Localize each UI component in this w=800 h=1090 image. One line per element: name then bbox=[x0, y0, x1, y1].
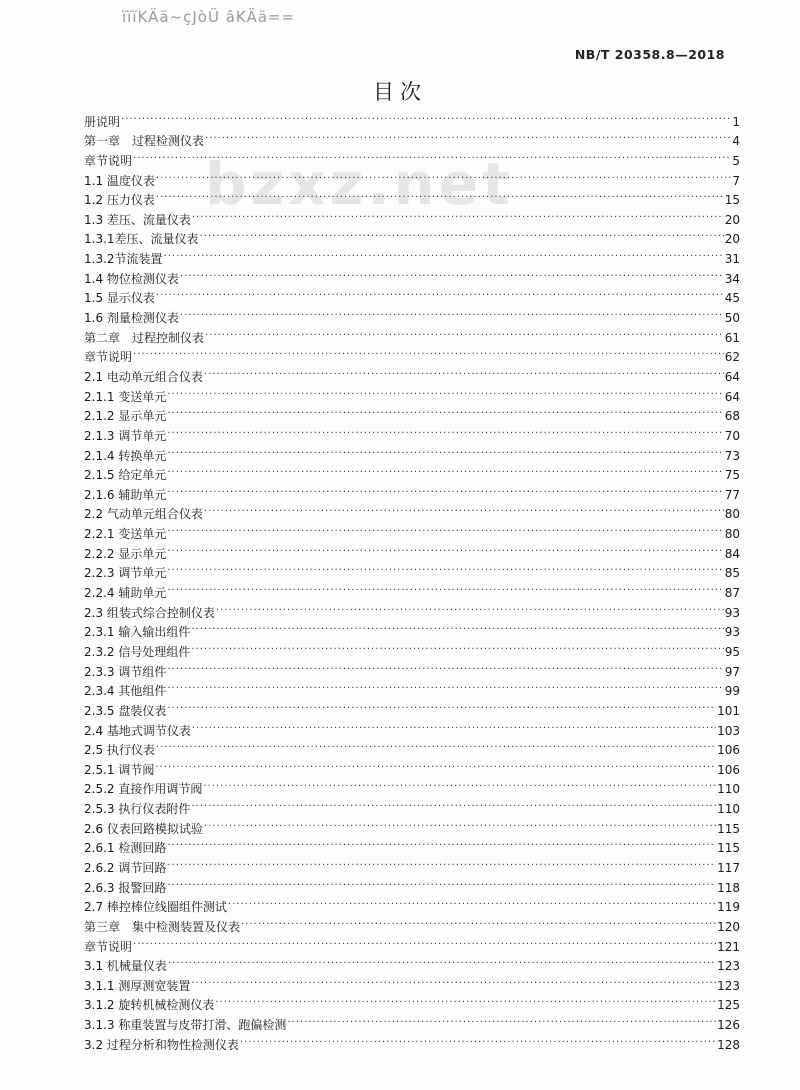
toc-entry[interactable] bbox=[84, 914, 740, 934]
toc-entry-page: 128 bbox=[717, 1037, 740, 1052]
toc-entry-title: 2.7 棒控棒位线圈组件测试 bbox=[84, 900, 227, 915]
toc-leader-dots bbox=[156, 172, 731, 186]
toc-leader-dots bbox=[200, 230, 724, 244]
toc-leader-dots bbox=[121, 113, 731, 127]
toc-leader-dots bbox=[167, 407, 723, 421]
document-code: NB/T 20358.8—2018 bbox=[574, 47, 725, 62]
toc-leader-dots bbox=[216, 604, 724, 618]
toc-entry[interactable] bbox=[84, 855, 740, 875]
toc-entry-page: 93 bbox=[724, 625, 740, 640]
toc-entry-title: 3.1.2 旋转机械检测仪表 bbox=[84, 998, 215, 1013]
toc-entry[interactable] bbox=[84, 188, 740, 208]
toc-leader-dots bbox=[167, 564, 723, 578]
toc-entry-page: 121 bbox=[717, 939, 740, 954]
toc-entry-page: 110 bbox=[717, 782, 740, 797]
toc-entry-title: 1.2 压力仪表 bbox=[84, 193, 155, 208]
toc-entry-title: 1.4 物位检测仪表 bbox=[84, 271, 179, 286]
toc-entry-title: 2.6.3 报警回路 bbox=[84, 880, 167, 895]
toc-entry-title: 2.5.1 调节阀 bbox=[84, 762, 155, 777]
toc-entry[interactable] bbox=[84, 718, 740, 738]
toc-leader-dots bbox=[191, 800, 716, 814]
toc-leader-dots bbox=[167, 388, 723, 402]
toc-entry-title: 2.1.5 给定单元 bbox=[84, 468, 167, 483]
toc-entry-title: 3.1.1 测厚测宽装置 bbox=[84, 978, 191, 993]
toc-leader-dots bbox=[191, 643, 723, 657]
toc-entry[interactable] bbox=[84, 993, 740, 1013]
toc-entry-page: 123 bbox=[717, 978, 740, 993]
toc-leader-dots bbox=[167, 525, 723, 539]
toc-entry-title: 2.1.3 调节单元 bbox=[84, 428, 167, 443]
toc-entry-title: 2.1.2 显示单元 bbox=[84, 409, 167, 424]
toc-entry[interactable] bbox=[84, 580, 740, 600]
toc-entry-title: 2.2.3 调节单元 bbox=[84, 566, 167, 581]
toc-entry[interactable] bbox=[84, 364, 740, 384]
toc-entry-page: 93 bbox=[724, 605, 740, 620]
toc-entry-title: 1.5 显示仪表 bbox=[84, 291, 155, 306]
toc-entry-title: 第三章 集中检测装置及仪表 bbox=[84, 919, 241, 934]
toc-entry-page: 77 bbox=[724, 487, 740, 502]
toc-leader-dots bbox=[167, 682, 723, 696]
toc-entry[interactable] bbox=[84, 463, 740, 483]
toc-entry-title: 2.3.2 信号处理组件 bbox=[84, 644, 191, 659]
toc-leader-dots bbox=[167, 702, 716, 716]
toc-leader-dots bbox=[168, 957, 716, 971]
toc-entry-page: 50 bbox=[724, 311, 740, 326]
toc-entry[interactable] bbox=[84, 148, 740, 168]
toc-entry-title: 册说明 bbox=[84, 114, 121, 129]
toc-entry-page: 64 bbox=[724, 369, 740, 384]
toc-entry[interactable] bbox=[84, 502, 740, 522]
toc-entry-page: 31 bbox=[724, 252, 740, 267]
toc-entry[interactable] bbox=[84, 1012, 740, 1032]
toc-leader-dots bbox=[180, 270, 724, 284]
toc-entry-title: 第二章 过程控制仪表 bbox=[84, 330, 205, 345]
toc-entry-page: 125 bbox=[717, 998, 740, 1013]
toc-leader-dots bbox=[167, 859, 716, 873]
toc-entry-page: 70 bbox=[724, 428, 740, 443]
toc-entry-title: 2.5.2 直接作用调节阀 bbox=[84, 782, 203, 797]
toc-entry[interactable] bbox=[84, 129, 740, 149]
toc-entry-title: 1.3 差压、流量仪表 bbox=[84, 212, 191, 227]
toc-entry[interactable] bbox=[84, 384, 740, 404]
toc-entry-title: 2.2.4 辅助单元 bbox=[84, 586, 167, 601]
toc-entry-page: 61 bbox=[724, 330, 740, 345]
toc-leader-dots bbox=[191, 977, 716, 991]
toc-leader-dots bbox=[167, 486, 723, 500]
toc-leader-dots bbox=[191, 623, 723, 637]
toc-entry-title: 2.3.5 盘装仪表 bbox=[84, 703, 167, 718]
watermark: bzxz.net bbox=[205, 150, 514, 218]
toc-leader-dots bbox=[133, 348, 724, 362]
toc-entry-title: 1.3.1差压、流量仪表 bbox=[84, 232, 199, 247]
toc-entry[interactable] bbox=[84, 836, 740, 856]
page-title: 目次 bbox=[373, 80, 427, 104]
toc-entry-title: 2.3.1 输入输出组件 bbox=[84, 625, 191, 640]
toc-entry[interactable] bbox=[84, 973, 740, 993]
toc-leader-dots bbox=[241, 918, 716, 932]
toc-entry[interactable] bbox=[84, 246, 740, 266]
toc-entry-title: 3.2 过程分析和物性检测仪表 bbox=[84, 1037, 239, 1052]
toc-leader-dots bbox=[215, 996, 716, 1010]
toc-entry[interactable] bbox=[84, 404, 740, 424]
toc-entry[interactable] bbox=[84, 521, 740, 541]
toc-entry[interactable] bbox=[84, 875, 740, 895]
toc-entry-page: 62 bbox=[724, 350, 740, 365]
toc-entry[interactable] bbox=[84, 796, 740, 816]
toc-leader-dots bbox=[167, 839, 716, 853]
toc-leader-dots bbox=[204, 505, 724, 519]
toc-leader-dots bbox=[164, 250, 724, 264]
toc-entry[interactable] bbox=[84, 423, 740, 443]
toc-entry[interactable] bbox=[84, 168, 740, 188]
toc-entry-page: 99 bbox=[724, 684, 740, 699]
toc-entry-page: 106 bbox=[717, 743, 740, 758]
toc-leader-dots bbox=[167, 427, 723, 441]
toc-entry-title: 章节说明 bbox=[84, 939, 133, 954]
toc-entry[interactable] bbox=[84, 679, 740, 699]
toc-entry-page: 84 bbox=[724, 546, 740, 561]
toc-entry[interactable] bbox=[84, 757, 740, 777]
toc-entry-page: 80 bbox=[724, 527, 740, 542]
toc-entry-page: 80 bbox=[724, 507, 740, 522]
toc-entry-page: 120 bbox=[717, 919, 740, 934]
toc-entry-page: 1 bbox=[732, 114, 740, 129]
toc-leader-dots bbox=[156, 289, 724, 303]
toc-entry-title: 2.6 仪表回路模拟试验 bbox=[84, 821, 203, 836]
toc-entry[interactable] bbox=[84, 482, 740, 502]
toc-entry-title: 1.6 剂量检测仪表 bbox=[84, 311, 179, 326]
toc-entry-page: 15 bbox=[724, 193, 740, 208]
toc-entry-title: 2.1.1 变送单元 bbox=[84, 389, 167, 404]
toc-leader-dots bbox=[205, 132, 731, 146]
toc-entry-title: 2.6.1 检测回路 bbox=[84, 841, 167, 856]
toc-entry[interactable] bbox=[84, 286, 740, 306]
toc-leader-dots bbox=[204, 820, 716, 834]
toc-leader-dots bbox=[192, 211, 724, 225]
toc-entry-page: 5 bbox=[732, 153, 740, 168]
toc-leader-dots bbox=[205, 329, 724, 343]
toc-entry-page: 115 bbox=[717, 821, 740, 836]
toc-entry-title: 3.1 机械量仪表 bbox=[84, 959, 167, 974]
toc-entry[interactable] bbox=[84, 561, 740, 581]
toc-leader-dots bbox=[167, 584, 723, 598]
toc-entry-title: 2.4 基地式调节仪表 bbox=[84, 723, 191, 738]
toc-entry-page: 103 bbox=[717, 723, 740, 738]
toc-leader-dots bbox=[192, 722, 716, 736]
toc-leader-dots bbox=[228, 898, 716, 912]
toc-entry[interactable] bbox=[84, 659, 740, 679]
toc-entry-page: 110 bbox=[717, 802, 740, 817]
toc-entry[interactable] bbox=[84, 345, 740, 365]
toc-entry[interactable] bbox=[84, 325, 740, 345]
toc-entry-title: 2.2.1 变送单元 bbox=[84, 527, 167, 542]
toc-entry[interactable] bbox=[84, 777, 740, 797]
toc-leader-dots bbox=[156, 741, 716, 755]
toc-entry-title: 2.1.6 辅助单元 bbox=[84, 487, 167, 502]
toc-leader-dots bbox=[180, 309, 724, 323]
toc-entry-page: 101 bbox=[717, 703, 740, 718]
toc-entry-page: 64 bbox=[724, 389, 740, 404]
toc-entry[interactable] bbox=[84, 738, 740, 758]
scan-header-artifact: ïïïKÄä~çJòÜ âKÄä== bbox=[122, 8, 296, 26]
toc-entry-title: 2.2.2 显示单元 bbox=[84, 546, 167, 561]
toc-entry-title: 3.1.3 称重装置与皮带打滑、跑偏检测 bbox=[84, 1018, 287, 1033]
toc-entry[interactable] bbox=[84, 954, 740, 974]
toc-entry-page: 117 bbox=[717, 860, 740, 875]
toc-leader-dots bbox=[167, 545, 723, 559]
toc-entry[interactable] bbox=[84, 934, 740, 954]
toc-entry[interactable] bbox=[84, 1032, 740, 1052]
toc-entry-page: 119 bbox=[717, 900, 740, 915]
toc-entry-title: 2.1.4 转换单元 bbox=[84, 448, 167, 463]
toc-entry[interactable] bbox=[84, 109, 740, 129]
toc-entry[interactable] bbox=[84, 816, 740, 836]
toc-leader-dots bbox=[167, 663, 723, 677]
toc-entry[interactable] bbox=[84, 207, 740, 227]
toc-leader-dots bbox=[167, 466, 723, 480]
toc-entry-page: 4 bbox=[732, 134, 740, 149]
toc-leader-dots bbox=[155, 761, 716, 775]
toc-entry[interactable] bbox=[84, 639, 740, 659]
toc-entry-page: 75 bbox=[724, 468, 740, 483]
toc-entry[interactable] bbox=[84, 620, 740, 640]
toc-leader-dots bbox=[133, 938, 716, 952]
toc-entry[interactable] bbox=[84, 266, 740, 286]
toc-entry-page: 126 bbox=[717, 1018, 740, 1033]
toc-entry[interactable] bbox=[84, 698, 740, 718]
toc-entry-title: 2.5.3 执行仪表附件 bbox=[84, 802, 191, 817]
toc-leader-dots bbox=[167, 879, 716, 893]
toc-entry-title: 章节说明 bbox=[84, 350, 133, 365]
toc-entry-page: 73 bbox=[724, 448, 740, 463]
toc-leader-dots bbox=[203, 780, 716, 794]
toc-entry[interactable] bbox=[84, 895, 740, 915]
toc-entry-page: 45 bbox=[724, 291, 740, 306]
toc-entry-page: 7 bbox=[732, 173, 740, 188]
toc-entry-page: 118 bbox=[717, 880, 740, 895]
toc-entry-title: 1.3.2节流装置 bbox=[84, 252, 163, 267]
toc-entry-title: 2.1 电动单元组合仪表 bbox=[84, 369, 203, 384]
toc-entry[interactable] bbox=[84, 541, 740, 561]
toc-entry-page: 95 bbox=[724, 644, 740, 659]
toc-entry-title: 1.1 温度仪表 bbox=[84, 173, 155, 188]
toc-entry-page: 20 bbox=[724, 212, 740, 227]
toc-entry-title: 章节说明 bbox=[84, 153, 133, 168]
toc-entry-page: 20 bbox=[724, 232, 740, 247]
toc-entry-page: 34 bbox=[724, 271, 740, 286]
toc-entry-title: 2.5 执行仪表 bbox=[84, 743, 155, 758]
toc-entry-page: 106 bbox=[717, 762, 740, 777]
toc-leader-dots bbox=[167, 447, 723, 461]
toc-leader-dots bbox=[287, 1016, 716, 1030]
toc-entry-page: 115 bbox=[717, 841, 740, 856]
toc-entry[interactable] bbox=[84, 443, 740, 463]
toc-entry-title: 2.6.2 调节回路 bbox=[84, 860, 167, 875]
toc-entry-page: 87 bbox=[724, 586, 740, 601]
toc-entry-title: 2.3.3 调节组件 bbox=[84, 664, 167, 679]
toc-leader-dots bbox=[133, 152, 731, 166]
toc-entry-title: 2.3 组装式综合控制仪表 bbox=[84, 605, 215, 620]
toc-entry-page: 68 bbox=[724, 409, 740, 424]
toc-leader-dots bbox=[240, 1036, 716, 1050]
toc-entry-title: 第一章 过程检测仪表 bbox=[84, 134, 205, 149]
toc-entry-title: 2.3.4 其他组件 bbox=[84, 684, 167, 699]
toc-entry-title: 2.2 气动单元组合仪表 bbox=[84, 507, 203, 522]
toc-entry-page: 97 bbox=[724, 664, 740, 679]
toc-entry[interactable] bbox=[84, 227, 740, 247]
toc-entry-page: 85 bbox=[724, 566, 740, 581]
toc-leader-dots bbox=[156, 191, 724, 205]
toc-entry[interactable] bbox=[84, 600, 740, 620]
toc-entry-page: 123 bbox=[717, 959, 740, 974]
table-of-contents bbox=[84, 109, 740, 1052]
toc-leader-dots bbox=[204, 368, 724, 382]
toc-entry[interactable] bbox=[84, 305, 740, 325]
